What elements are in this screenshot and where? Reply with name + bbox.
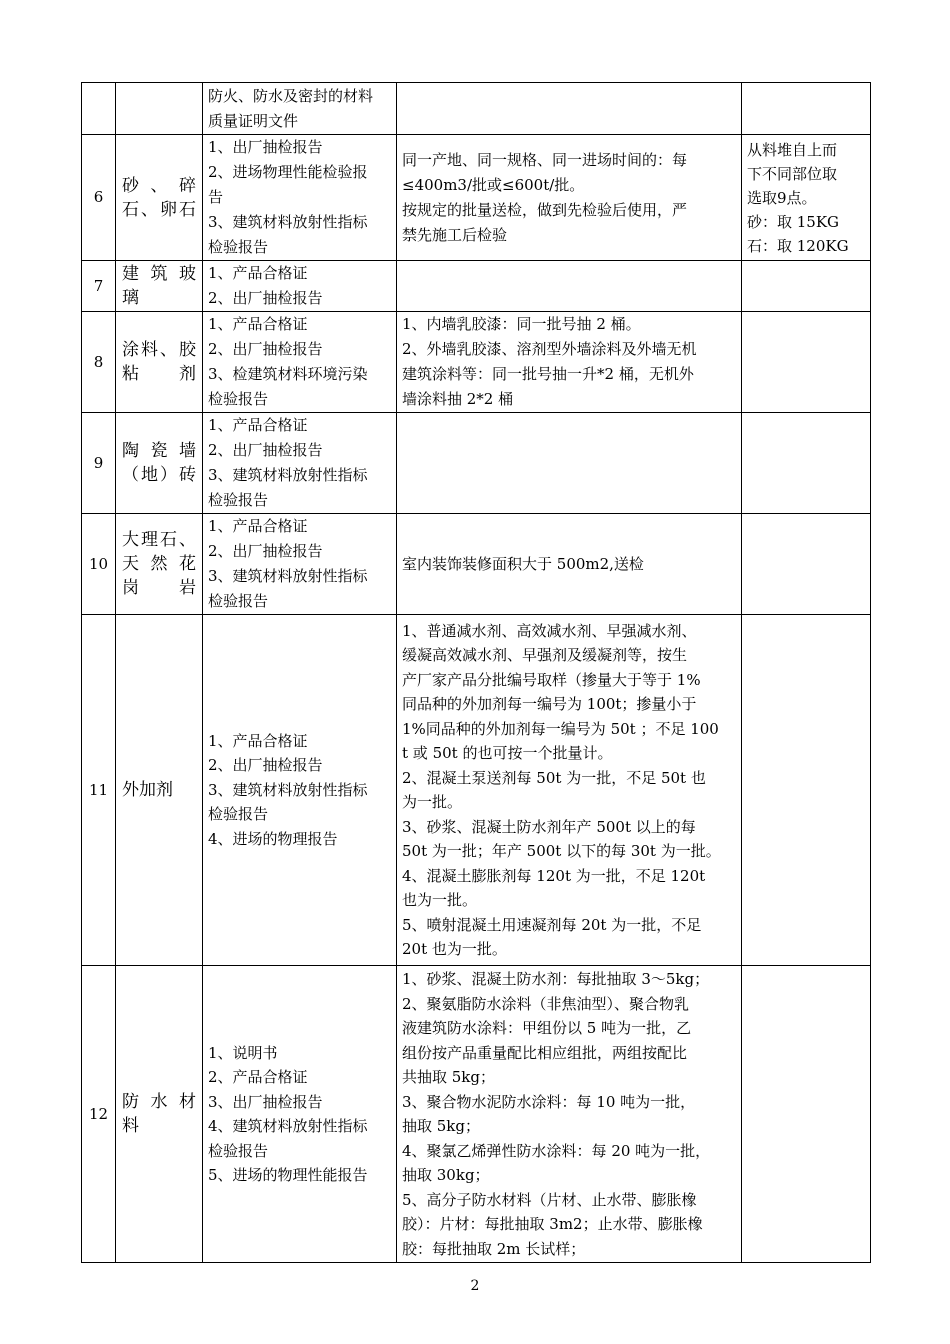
inspection-standard-cell [397, 83, 742, 135]
inspection-standard-cell-line: 禁先施工后检验 [402, 225, 508, 244]
sampling-method-cell [742, 413, 871, 514]
certificates-cell-line: 5、进场的物理性能报告 [208, 1166, 368, 1184]
certificates-cell-line: 检验报告 [208, 491, 269, 509]
table-row [82, 615, 871, 966]
sampling-method-cell-line: 石：取 120KG [747, 236, 849, 255]
sampling-method-cell-line: 砂：取 15KG [747, 212, 840, 231]
certificates-cell [203, 261, 397, 312]
inspection-standard-cell [397, 514, 742, 615]
certificates-cell-line: 1、产品合格证 [208, 264, 308, 282]
certificates-cell-line: 告 [208, 188, 224, 206]
sampling-method-cell [742, 312, 871, 413]
material-name-cell [116, 312, 203, 413]
table-row [82, 135, 871, 261]
inspection-standard-cell-line: 5、高分子防水材料（片材、止水带、膨胀橡 [402, 1190, 697, 1209]
inspection-standard-cell-line: 缓凝高效减水剂、早强剂及缓凝剂等，按生 [402, 646, 688, 664]
material-name-cell [116, 83, 203, 135]
certificates-cell [203, 615, 397, 966]
certificates-cell-line: 3、建筑材料放射性指标 [208, 567, 368, 585]
certificates-cell-line: 1、产品合格证 [208, 315, 308, 333]
sampling-method-cell [742, 514, 871, 615]
sampling-method-cell-line: 从料堆自上而 [747, 140, 838, 159]
inspection-standard-cell-line: 胶）：片材：每批抽取 3m2；止水带、膨胀橡 [402, 1215, 703, 1233]
inspection-standard-cell-line: 1%同品种的外加剂每一编号为 50t ；不足 100 [402, 719, 719, 738]
material-name-cell [116, 966, 203, 1263]
table-row [82, 312, 871, 413]
inspection-standard-cell [397, 261, 742, 312]
material-name-cell [116, 135, 203, 261]
material-name-cell [116, 413, 203, 514]
material-name-cell-line: 建 筑 玻 [122, 264, 196, 284]
material-name-cell-line: 璃 [122, 288, 139, 308]
inspection-standard-cell-line: 1、砂浆、混凝土防水剂：每批抽取 3～5kg； [402, 970, 710, 988]
inspection-standard-cell-line: 室内装饰装修面积大于 500m2,送检 [402, 554, 644, 573]
certificates-cell-line: 1、产品合格证 [208, 731, 308, 750]
material-name-cell-line: 天 然 花 [122, 554, 196, 574]
certificates-cell-line: 1、产品合格证 [208, 517, 308, 535]
material-inspection-table [81, 82, 871, 1263]
certificates-cell-line: 3、建筑材料放射性指标 [208, 213, 368, 231]
material-name-cell-line: 砂 、 碎 [122, 175, 196, 196]
inspection-standard-cell-line: 3、聚合物水泥防水涂料：每 10 吨为一批， [402, 1092, 696, 1111]
inspection-standard-cell [397, 615, 742, 966]
material-name-cell [116, 615, 203, 966]
table-row [82, 514, 871, 615]
inspection-standard-cell-line: 5、喷射混凝土用速凝剂每 20t 为一批，不足 [402, 915, 702, 934]
row-number-cell: 11 [82, 615, 116, 966]
inspection-standard-cell-line: 4、混凝土膨胀剂每 120t 为一批，不足 120t [402, 866, 706, 885]
row-number-cell [82, 83, 116, 135]
material-name-cell [116, 261, 203, 312]
certificates-cell [203, 83, 397, 135]
table-row [82, 261, 871, 312]
inspection-standard-cell-line: ≤400m3/批或≤600t/批。 [402, 175, 585, 194]
certificates-cell-line: 1、产品合格证 [208, 416, 308, 434]
inspection-standard-cell [397, 312, 742, 413]
material-name-cell-line: 粘剂 [122, 364, 196, 384]
certificates-cell-line: 3、检建筑材料环境污染 [208, 365, 368, 383]
inspection-standard-cell [397, 413, 742, 514]
inspection-standard-cell-line: 同一产地、同一规格、同一进场时间的：每 [402, 150, 688, 169]
row-number-cell: 8 [82, 312, 116, 413]
material-name-cell-line: 防 水 材 [122, 1092, 196, 1112]
row-number-cell: 9 [82, 413, 116, 514]
material-name-cell-line: 料 [122, 1116, 139, 1136]
inspection-standard-cell-line: 组份按产品重量配比相应组批，两组按配比 [402, 1043, 688, 1062]
inspection-standard-cell-line: 产厂家产品分批编号取样（掺量大于等于 1% [402, 670, 701, 689]
certificates-cell-line: 检验报告 [208, 592, 269, 610]
certificates-cell [203, 514, 397, 615]
inspection-standard-cell-line: 2、混凝土泵送剂每 50t 为一批，不足 50t 也 [402, 768, 706, 787]
certificates-cell-line: 1、说明书 [208, 1043, 278, 1062]
row-number-cell: 7 [82, 261, 116, 312]
sampling-method-cell-line: 选取9点。 [747, 188, 817, 207]
certificates-cell-line: 2、出厂抽检报告 [208, 340, 323, 358]
material-name-cell-line: 石、卵石 [122, 199, 196, 220]
certificates-cell-line: 检验报告 [208, 390, 269, 408]
certificates-cell-line: 2、进场物理性能检验报 [208, 163, 368, 181]
inspection-standard-cell-line: 4、聚氯乙烯弹性防水涂料：每 20 吨为一批， [402, 1141, 711, 1160]
table-row [82, 83, 871, 135]
inspection-standard-cell-line: t 或 50t 的也可按一个批量计。 [402, 744, 613, 762]
certificates-cell-line: 2、产品合格证 [208, 1068, 308, 1086]
certificates-cell-line: 3、建筑材料放射性指标 [208, 780, 368, 799]
certificates-cell-line: 检验报告 [208, 805, 269, 824]
inspection-standard-cell-line: 抽取 30kg； [402, 1166, 490, 1184]
material-name-cell-line: （地）砖 [122, 465, 196, 485]
certificates-cell-line: 检验报告 [208, 1141, 269, 1160]
sampling-method-cell-line: 下不同部位取 [747, 164, 838, 183]
certificates-cell [203, 312, 397, 413]
sampling-method-cell [742, 615, 871, 966]
inspection-standard-cell-line: 共抽取 5kg； [402, 1068, 496, 1086]
certificates-cell [203, 413, 397, 514]
certificates-cell-line: 2、出厂抽检报告 [208, 756, 323, 775]
inspection-standard-cell-line: 建筑涂料等：同一批号抽一升*2 桶，无机外 [402, 365, 694, 383]
certificates-cell [203, 966, 397, 1263]
material-name-cell-line: 大理石、 [122, 530, 196, 550]
inspection-standard-cell-line: 20t 也为一批。 [402, 940, 507, 958]
inspection-standard-cell-line: 1、普通减水剂、高效减水剂、早强减水剂、 [402, 621, 697, 640]
inspection-standard-cell-line: 抽取 5kg； [402, 1117, 481, 1135]
inspection-standard-cell-line: 同品种的外加剂每一编号为 100t；掺量小于 [402, 695, 697, 713]
certificates-cell-line: 4、进场的物理报告 [208, 829, 338, 848]
certificates-cell-line: 2、出厂抽检报告 [208, 441, 323, 459]
inspection-standard-cell-line: 2、外墙乳胶漆、溶剂型外墙涂料及外墙无机 [402, 340, 697, 358]
inspection-standard-cell-line: 1、内墙乳胶漆：同一批号抽 2 桶。 [402, 315, 641, 333]
material-name-cell-line: 陶 瓷 墙 [122, 441, 196, 461]
inspection-standard-cell [397, 135, 742, 261]
inspection-standard-cell-line: 墙涂料抽 2*2 桶 [402, 390, 514, 408]
certificates-cell-line: 防火、防水及密封的材料 [208, 86, 374, 105]
certificates-cell-line: 检验报告 [208, 238, 269, 256]
certificates-cell-line: 2、出厂抽检报告 [208, 542, 323, 560]
page-number: 2 [470, 1278, 480, 1294]
certificates-cell-line: 2、出厂抽检报告 [208, 289, 323, 307]
material-name-cell-line: 外加剂 [122, 780, 173, 800]
inspection-standard-cell-line: 也为一批。 [402, 891, 478, 909]
certificates-cell-line: 质量证明文件 [208, 111, 299, 130]
table-row [82, 413, 871, 514]
table-row [82, 966, 871, 1263]
inspection-standard-cell-line: 液建筑防水涂料：甲组份以 5 吨为一批，乙 [402, 1019, 692, 1037]
certificates-cell-line: 1、出厂抽检报告 [208, 138, 323, 156]
row-number-cell: 10 [82, 514, 116, 615]
certificates-cell [203, 135, 397, 261]
material-name-cell [116, 514, 203, 615]
sampling-method-cell [742, 83, 871, 135]
inspection-standard-cell [397, 966, 742, 1263]
certificates-cell-line: 3、出厂抽检报告 [208, 1092, 323, 1111]
sampling-method-cell [742, 135, 871, 261]
inspection-standard-cell-line: 按规定的批量送检，做到先检验后使用，严 [402, 200, 688, 219]
material-name-cell-line: 岗岩 [122, 578, 196, 598]
inspection-standard-cell-line: 为一批。 [402, 793, 463, 811]
material-name-cell-line: 涂料、胶 [122, 340, 196, 360]
inspection-standard-cell-line: 3、砂浆、混凝土防水剂年产 500t 以上的每 [402, 817, 696, 836]
sampling-method-cell [742, 966, 871, 1263]
certificates-cell-line: 3、建筑材料放射性指标 [208, 466, 368, 484]
row-number-cell: 12 [82, 966, 116, 1263]
certificates-cell-line: 4、建筑材料放射性指标 [208, 1117, 368, 1135]
inspection-standard-cell-line: 胶：每批抽取 2m 长试样； [402, 1239, 586, 1258]
inspection-standard-cell-line: 50t 为一批；年产 500t 以下的每 30t 为一批。 [402, 842, 721, 860]
inspection-standard-cell-line: 2、聚氨脂防水涂料（非焦油型）、聚合物乳 [402, 994, 690, 1013]
row-number-cell: 6 [82, 135, 116, 261]
sampling-method-cell [742, 261, 871, 312]
